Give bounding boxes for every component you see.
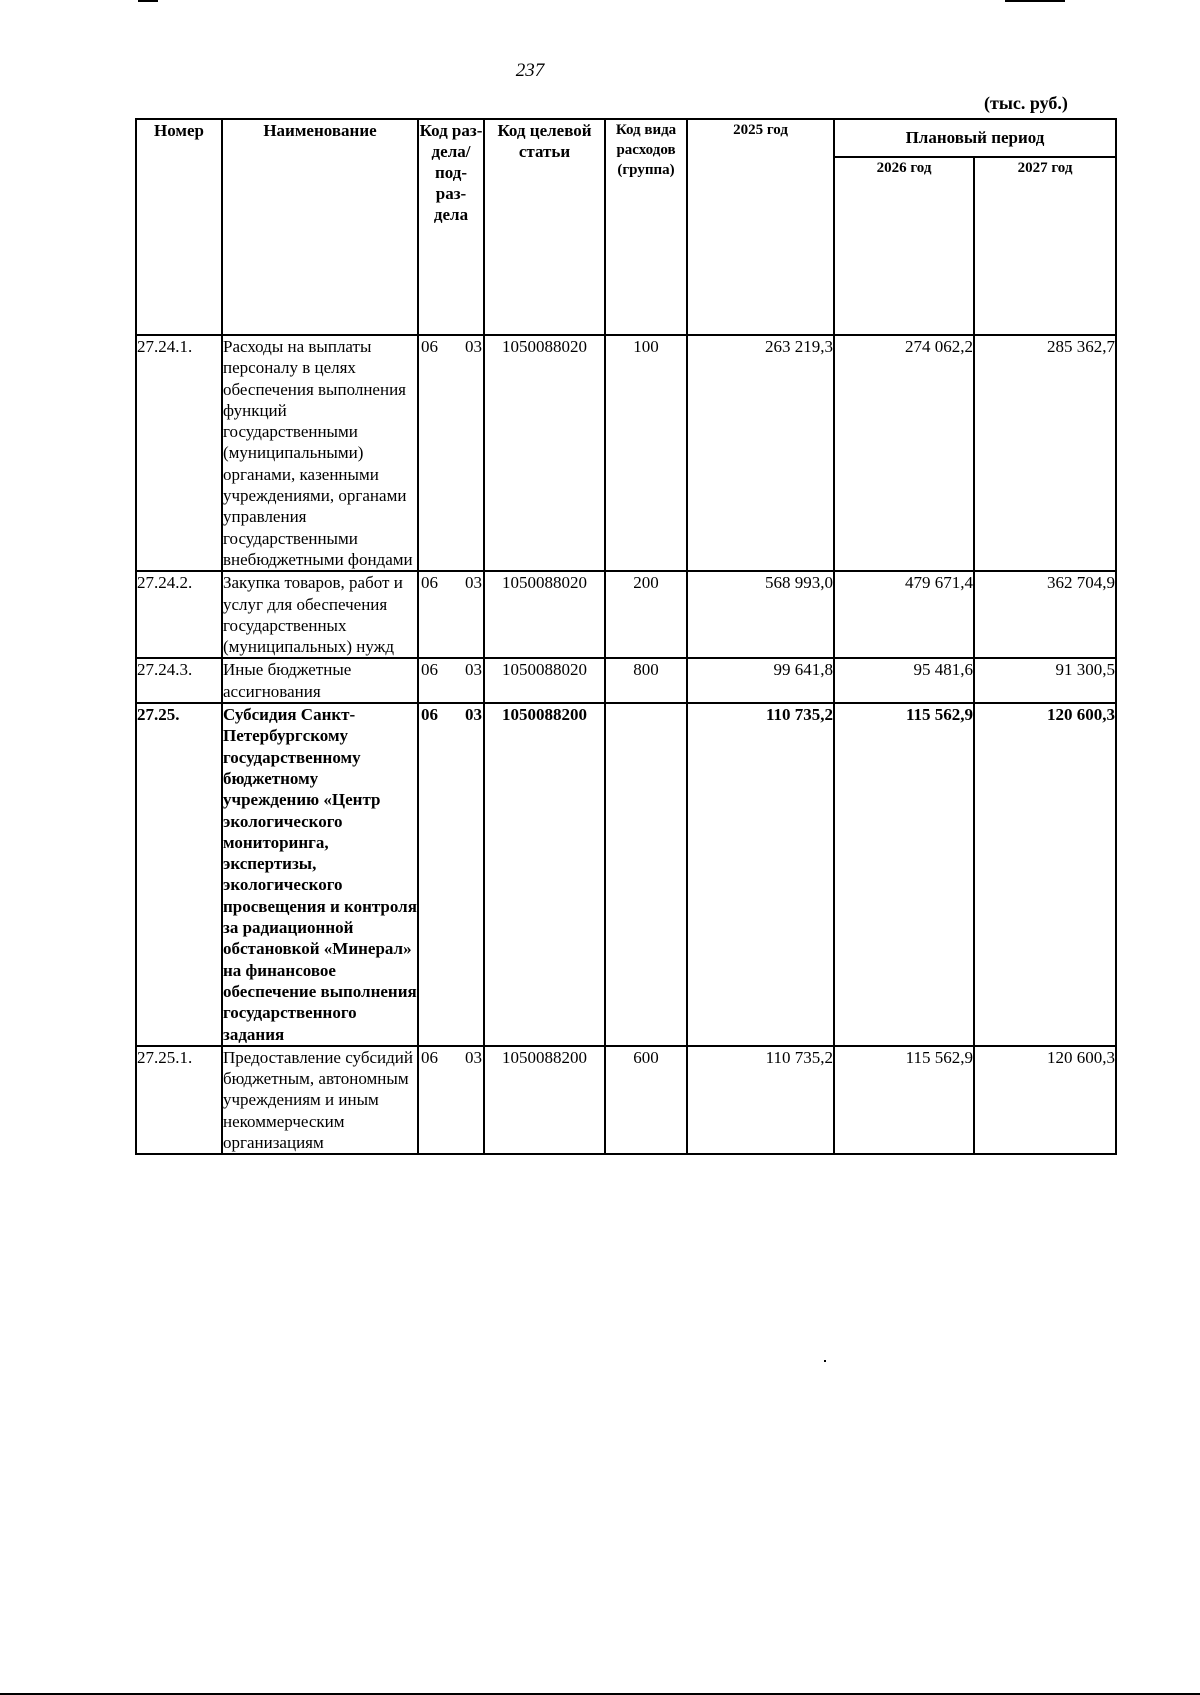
table-row <box>136 703 1116 1046</box>
scan-dot <box>824 1360 826 1362</box>
row-number: 27.24.2. <box>136 571 222 658</box>
row-razdel: 06 <box>421 705 438 725</box>
row-razdel-cell <box>418 571 484 658</box>
row-razdel-cell <box>418 1046 484 1154</box>
row-number: 27.24.3. <box>136 658 222 703</box>
row-amount-2026: 479 671,4 <box>834 571 974 658</box>
row-target-article: 1050088020 <box>484 658 605 703</box>
row-podrazdel: 03 <box>465 705 482 725</box>
header-number: Номер <box>136 119 222 335</box>
row-name: Субсидия Санкт-Петербургскому государственному бюджетному учреждению «Центр экологического мониторинга, экспертизы, экологического просвещения и контроля за радиационной обстановкой «Минерал» на финансовое обеспечение выполнения государственного задания <box>222 703 418 1046</box>
row-amount-2026: 115 562,9 <box>834 1046 974 1154</box>
page-number: 237 <box>515 60 545 81</box>
table-row <box>136 571 1116 658</box>
header-year-2025: 2025 год <box>687 119 834 335</box>
row-razdel: 06 <box>421 660 438 680</box>
row-amount-2025: 568 993,0 <box>687 571 834 658</box>
row-amount-2026: 95 481,6 <box>834 658 974 703</box>
row-expense-type: 800 <box>605 658 687 703</box>
row-name: Иные бюджетные ассигнования <box>222 658 418 703</box>
row-target-article: 1050088020 <box>484 335 605 571</box>
table-row <box>136 1046 1116 1154</box>
row-expense-type: 200 <box>605 571 687 658</box>
scan-mark-top-left <box>138 0 158 2</box>
row-razdel-cell <box>418 335 484 571</box>
row-number: 27.24.1. <box>136 335 222 571</box>
row-podrazdel: 03 <box>465 337 482 356</box>
row-podrazdel: 03 <box>465 573 482 593</box>
row-amount-2027: 120 600,3 <box>974 703 1116 1046</box>
row-razdel: 06 <box>421 1047 438 1067</box>
row-amount-2025: 110 735,2 <box>687 703 834 1046</box>
row-amount-2027: 285 362,7 <box>974 335 1116 571</box>
row-amount-2027: 120 600,3 <box>974 1046 1116 1154</box>
row-amount-2027: 362 704,9 <box>974 571 1116 658</box>
row-amount-2026: 115 562,9 <box>834 703 974 1046</box>
row-target-article: 1050088200 <box>484 1046 605 1154</box>
row-expense-type <box>605 703 687 1046</box>
row-name: Закупка товаров, работ и услуг для обеспечения государственных (муниципальных) нужд <box>222 571 418 658</box>
header-planning-period: Плановый период <box>834 119 1116 157</box>
header-razdel: Код раз- дела/ под- раз- дела <box>418 119 484 335</box>
row-razdel-cell <box>418 703 484 1046</box>
row-target-article: 1050088020 <box>484 571 605 658</box>
row-expense-type: 600 <box>605 1046 687 1154</box>
row-razdel: 06 <box>421 337 438 356</box>
row-target-article: 1050088200 <box>484 703 605 1046</box>
row-number: 27.25. <box>136 703 222 1046</box>
row-expense-type: 100 <box>605 335 687 571</box>
row-number: 27.25.1. <box>136 1046 222 1154</box>
scan-mark-top-right <box>1005 0 1065 2</box>
header-year-2027: 2027 год <box>974 157 1116 335</box>
row-podrazdel: 03 <box>465 660 482 680</box>
units-caption: (тыс. руб.) <box>984 93 1068 113</box>
header-row-1 <box>136 119 1116 157</box>
header-target-article: Код целевой статьи <box>484 119 605 335</box>
header-expense-type: Код вида расходов (группа) <box>605 119 687 335</box>
row-name: Расходы на выплаты персоналу в целях обеспечения выполнения функций государственными (муниципальными) органами, казенными учреждениями, органами управления государственными внебюджетными фондами <box>222 335 418 571</box>
header-year-2026: 2026 год <box>834 157 974 335</box>
row-razdel: 06 <box>421 573 438 593</box>
row-name: Предоставление субсидий бюджетным, автономным учреждениям и иным некоммерческим организациям <box>222 1046 418 1154</box>
budget-table <box>135 118 1117 1155</box>
header-name: Наименование <box>222 119 418 335</box>
row-amount-2026: 274 062,2 <box>834 335 974 571</box>
row-amount-2027: 91 300,5 <box>974 658 1116 703</box>
row-amount-2025: 263 219,3 <box>687 335 834 571</box>
table-row <box>136 335 1116 571</box>
table-body <box>136 335 1116 1154</box>
table-row <box>136 658 1116 703</box>
row-amount-2025: 110 735,2 <box>687 1046 834 1154</box>
row-amount-2025: 99 641,8 <box>687 658 834 703</box>
row-podrazdel: 03 <box>465 1047 482 1067</box>
row-razdel-cell <box>418 658 484 703</box>
